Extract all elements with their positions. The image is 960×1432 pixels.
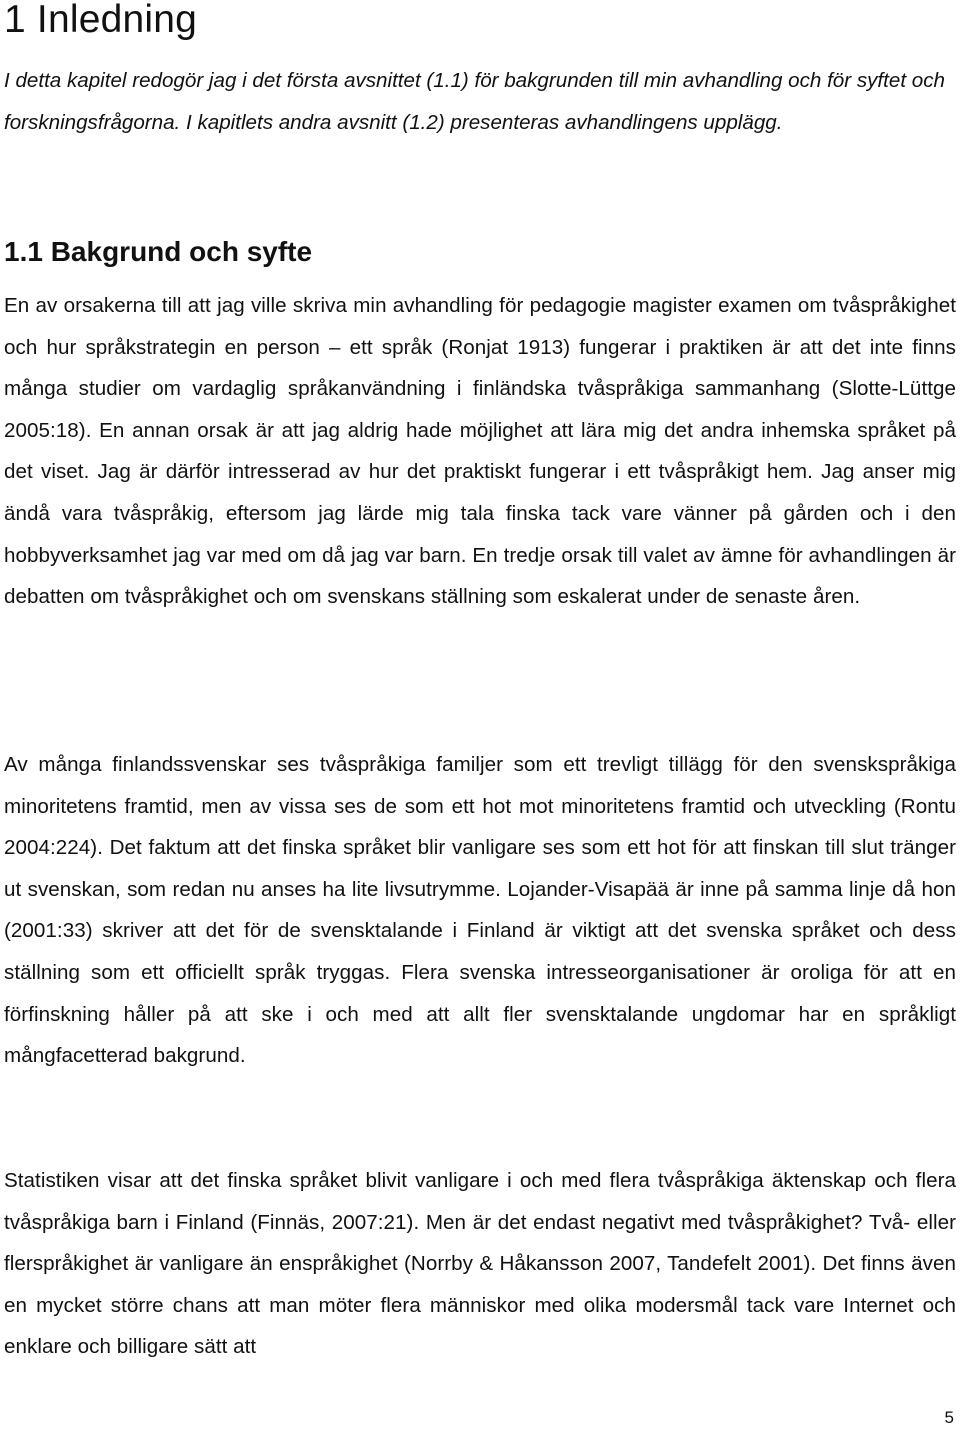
body-paragraph: Av många finlandssvenskar ses tvåspråkiga familjer som ett trevligt tillägg för den svenskspråkiga minoritetens framtid, men av vissa ses de som ett hot mot minoritetens framtid och utveckling (Rontu 2004:224). Det faktum att det finska språket blir vanligare ses som ett hot för att finskan till slut tränger ut svenskan, som redan nu anses ha lite livsutrymme. Lojander-Visapää är inne på samma linje då hon (2001:33) skriver att det för de svensktalande i Finland är viktigt att det svenska språket och dess ställning som ett officiellt språk tryggas. Flera svenska intresseorganisationer är oroliga för att en förfinskning håller på att ske i och med att allt fler svensktalande ungdomar har en språkligt mångfacetterad bakgrund. <box>4 753 956 1068</box>
body-paragraph: Statistiken visar att det finska språket blivit vanligare i och med flera tvåspråkiga äktenskap och flera tvåspråkiga barn i Finland (Finnäs, 2007:21). Men är det endast negativt med tvåspråkighet? Två- eller flerspråkighet är vanligare än enspråkighet (Norrby & Håkansson 2007, Tandefelt 2001). Det finns även en mycket större chans att man möter flera människor med olika modersmål tack vare Internet och enklare och billigare sätt att <box>4 1169 956 1359</box>
page-number: 5 <box>944 1408 954 1427</box>
section-title: 1.1 Bakgrund och syfte <box>4 236 313 267</box>
chapter-title: 1 Inledning <box>4 0 198 41</box>
body-paragraph: En av orsakerna till att jag ville skriva min avhandling för pedagogie magister examen om tvåspråkighet och hur språkstrategin en person – ett språk (Ronjat 1913) fungerar i praktiken är att det inte finns många studier om vardaglig språkanvändning i finländska tvåspråkiga sammanhang (Slotte-Lüttge 2005:18). En annan orsak är att jag aldrig hade möjlighet att lära mig det andra inhemska språket på det viset. Jag är därför intresserad av hur det praktiskt fungerar i ett tvåspråkigt hem. Jag anser mig ändå vara tvåspråkig, eftersom jag lärde mig tala finska tack vare vänner på gården och i den hobbyverksamhet jag var med om då jag var barn. En tredje orsak till valet av ämne för avhandlingen är debatten om tvåspråkighet och om svenskans ställning som eskalerat under de senaste åren. <box>4 294 956 609</box>
chapter-intro: I detta kapitel redogör jag i det första avsnittet (1.1) för bakgrunden till min avhandling och för syftet och forskningsfrågorna. I kapitlets andra avsnitt (1.2) presenteras avhandlingens upplägg. <box>4 69 945 134</box>
